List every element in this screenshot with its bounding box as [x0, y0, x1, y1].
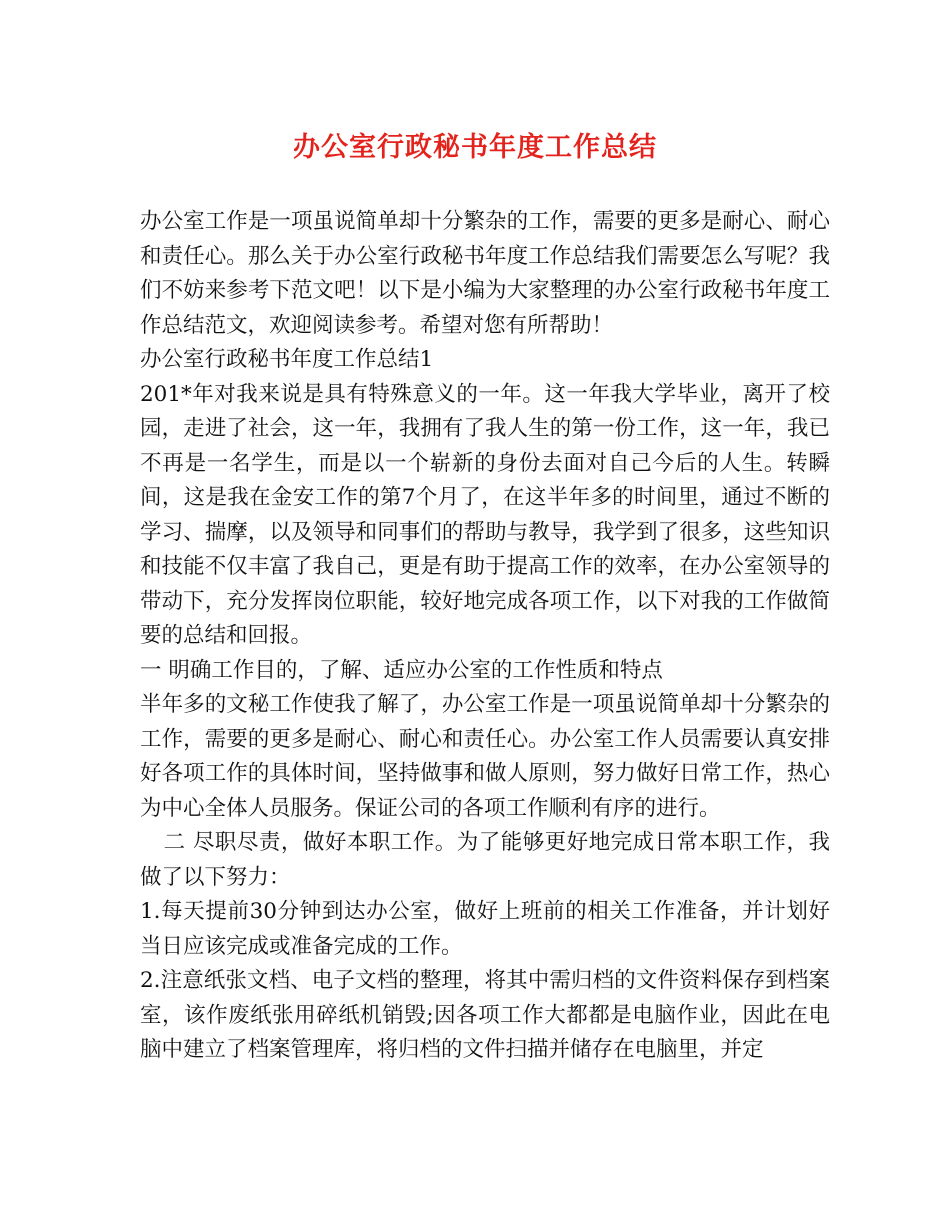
- section-heading-1: 办公室行政秘书年度工作总结1: [140, 347, 434, 372]
- document-title: 办公室行政秘书年度工作总结: [293, 132, 657, 163]
- list-item: 2.注意纸张文档、电子文档的整理，将其中需归档的文件资料保存到档案室，该作废纸张用碎纸机销毁;因各项工作大都都是电脑作业，因此在电脑中建立了档案管理库，将归档的文件扫描并储存在电脑里，并定: [140, 968, 830, 1062]
- section-heading-two: 二 尽职尽责，做好本职工作。为了能够更好地完成日常本职工作，我做了以下努力：: [140, 830, 830, 890]
- body-paragraph: 201*年对我来说是具有特殊意义的一年。这一年我大学毕业，离开了校园，走进了社会，这一年，我拥有了我人生的第一份工作，这一年，我已不再是一名学生，而是以一个崭新的身份去面对自己今后的人生。转瞬间，这是我在金安工作的第7个月了，在这半年多的时间里，通过不断的学习、揣摩，以及领导和同事们的帮助与教导，我学到了很多，这些知识和技能不仅丰富了我自己，更是有助于提高工作的效率，在办公室领导的带动下，充分发挥岗位职能，较好地完成各项工作，以下对我的工作做简要的总结和回报。: [140, 381, 830, 648]
- intro-paragraph: 办公室工作是一项虽说简单却十分繁杂的工作，需要的更多是耐心、耐心和责任心。那么关于办公室行政秘书年度工作总结我们需要怎么写呢？我们不妨来参考下范文吧！以下是小编为大家整理的办公室行政秘书年度工作总结范文，欢迎阅读参考。希望对您有所帮助！: [140, 209, 830, 338]
- section-heading-one: 一 明确工作目的，了解、适应办公室的工作性质和特点: [140, 657, 663, 683]
- list-item: 1.每天提前30分钟到达办公室，做好上班前的相关工作准备，并计划好当日应该完成或准备完成的工作。: [140, 899, 830, 959]
- document-body: [140, 205, 830, 1068]
- body-paragraph: 半年多的文秘工作使我了解了，办公室工作是一项虽说简单却十分繁杂的工作，需要的更多是耐心、耐心和责任心。办公室工作人员需要认真安排好各项工作的具体时间，坚持做事和做人原则，努力做好日常工作，热心为中心全体人员服务。保证公司的各项工作顺利有序的进行。: [140, 692, 830, 821]
